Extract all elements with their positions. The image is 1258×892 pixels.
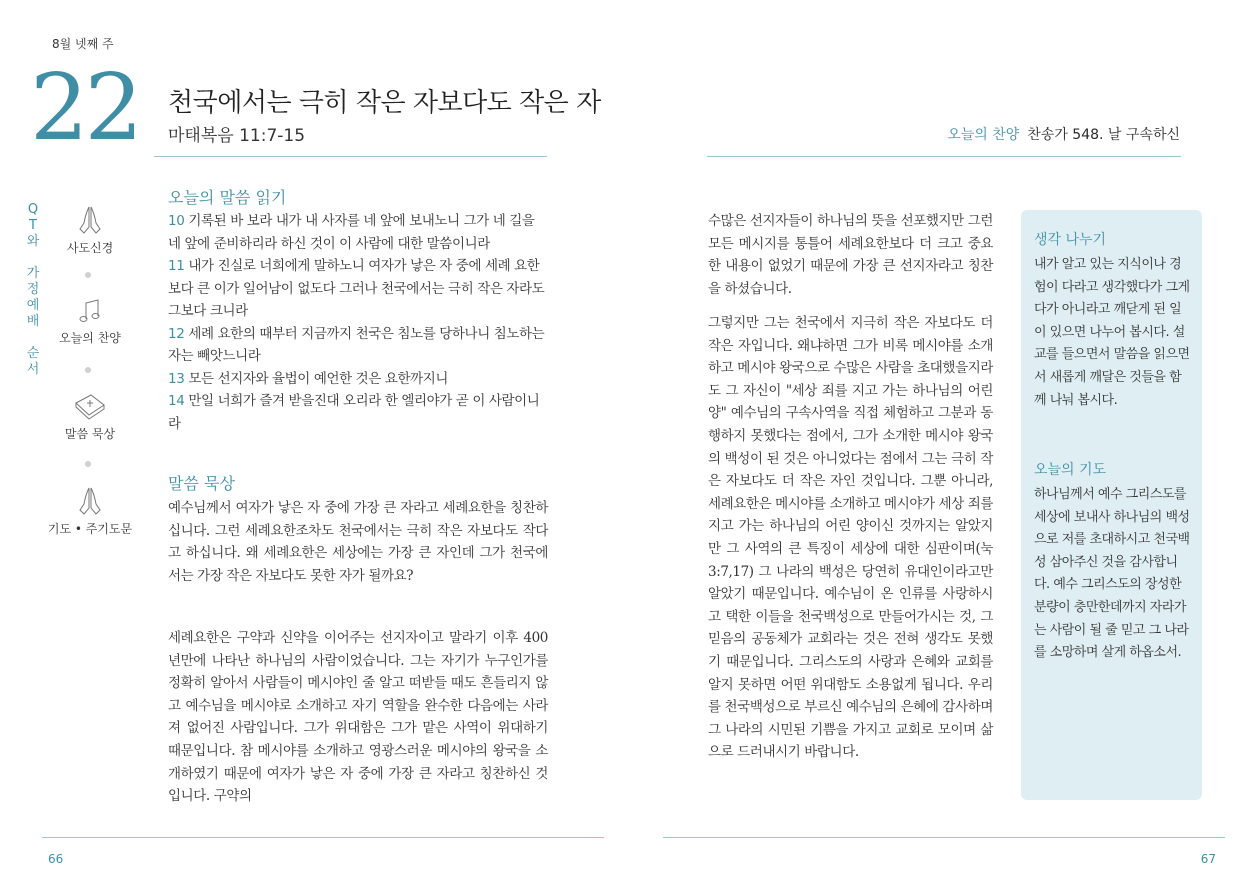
vertical-title: [26, 202, 40, 378]
hymn-title: 찬송가 548. 날 구속하신: [1027, 127, 1180, 143]
nav-item-todays-hymn: [50, 297, 130, 346]
music-note-icon: [77, 297, 103, 325]
verse: [168, 323, 548, 368]
vtitle-char: Q: [27, 202, 39, 217]
vtitle-char: 서: [26, 362, 40, 377]
todays-hymn: [947, 124, 1180, 144]
praying-hands-icon: [74, 486, 106, 516]
praying-hands-icon: [74, 205, 106, 235]
share-heading: 생각 나누기: [1034, 232, 1107, 248]
nav-label: 말씀 묵상: [64, 427, 116, 441]
bible-icon: [73, 391, 107, 421]
prayer-text: 하나님께서 예수 그리스도를 세상에 보내사 하나님의 백성으로 저를 초대하시고 천국백성 삼아주신 것을 감사합니다. 예수 그리스도의 장성한 분량이 충만한데까지 자라가는 사람이 될 줄 믿고 그 나라를 소망하며 살게 하옵소서.: [1034, 487, 1190, 661]
nav-dot: [85, 272, 91, 278]
verse-number: 11: [168, 258, 185, 274]
verse-number: 10: [168, 213, 185, 229]
day-number: 22: [30, 54, 140, 161]
verse-text: 내가 진실로 너희에게 말하노니 여자가 낳은 자 중에 세례 요한보다 큰 이가 일어남이 없도다 그러나 천국에서는 극히 작은 자라도 그보다 크니라: [168, 258, 545, 319]
scripture-reference: 마태복음 11:7-15: [168, 126, 306, 146]
verse-text: 기록된 바 보라 내가 내 사자를 네 앞에 보내노니 그가 네 길을 네 앞에 준비하리라 하신 것이 이 사람에 대한 말씀이니라: [168, 213, 535, 252]
nav-label: 오늘의 찬양: [59, 331, 121, 345]
meditation-paragraph: 그렇지만 그는 천국에서 지극히 작은 자보다도 더 작은 자입니다. 왜냐하면 그가 비록 메시야를 소개하고 메시야 왕국으로 수많은 사람을 초대했을지라도 그 자신이 "세상 죄를 지고 가는 하나님의 어린 양" 예수님의 구속사역을 직접 체험하고 그분과 동행하지 못했다는 점에서, 그가 소개한 메시야 왕국의 백성이 된 것은 아니었다는 점에서 그는 극히 작은 자보다도 더 작은 자인 것입니다. 그뿐 아니라, 세례요한은 메시야를 소개하고 메시야가 세상 죄를 지고 가는 하나님의 어린 양이신 것까지는 알았지만 그 사역의 큰 특징이 세상에 대한 심판이며(눅3:7,17) 그 나라의 백성은 당연히 유대인이라고만 알았기 때문입니다. 예수님이 온 인류를 사랑하시고 택한 이들을 천국백성으로 만들어가시는 것, 그 믿음의 공동체가 교회라는 것은 전혀 생각도 못했기 때문입니다. 그리스도의 사랑과 은혜와 교회를 알지 못하면 어떤 위대함도 소용없게 됩니다. 우리를 천국백성으로 부르신 예수님의 은혜에 감사하며 그 나라의 시민된 기쁨을 가지고 교회로 모이며 삶으로 드러내시기 바랍니다.: [708, 315, 993, 761]
verse-list: [168, 210, 548, 435]
vtitle-char: 정: [26, 282, 40, 297]
verse: [168, 210, 548, 255]
verse-number: 14: [168, 393, 185, 409]
verse-number: 13: [168, 370, 185, 387]
page-number-left: 66: [48, 852, 64, 866]
vtitle-char: 순: [26, 346, 40, 361]
nav-item-prayer: [40, 486, 140, 537]
meditation-paragraph: 세례요한은 구약과 신약을 이어주는 선지자이고 말라기 이후 400년만에 나타난 하나님의 사람이었습니다. 그는 자기가 누구인가를 정확히 알아서 사람들이 메시야인 줄 알고 떠받들 때도 흔들리지 않고 예수님을 메시야로 소개하고 자기 역할을 완수한 다음에는 사라져 없어진 사람입니다. 그가 위대함은 그가 맡은 사역이 위대하기 때문입니다. 참 메시야를 소개하고 영광스러운 메시야의 왕국을 소개하였기 때문에 여자가 낳은 자 중에 가장 큰 자라고 칭찬하신 것입니다. 구약의: [168, 630, 548, 805]
verse: [168, 390, 548, 435]
vtitle-char: 예: [26, 298, 40, 313]
verse-text: 모든 선지자와 율법이 예언한 것은 요한까지니: [188, 370, 449, 387]
footer-rule-left: [42, 837, 604, 838]
verse-text: 세례 요한의 때부터 지금까지 천국은 침노를 당하나니 침노하는 자는 빼앗느니라: [168, 325, 545, 364]
week-label: 8월 넷째 주: [52, 37, 114, 51]
prayer-heading: 오늘의 기도: [1034, 462, 1107, 478]
vtitle-char: T: [29, 218, 37, 233]
nav-dot: [85, 367, 91, 373]
verse-number: 12: [168, 325, 185, 342]
nav-label: 기도 • 주기도문: [47, 522, 133, 536]
nav-label: 사도신경: [66, 241, 114, 255]
page-number-right: 67: [1200, 852, 1216, 866]
hymn-label: 오늘의 찬양: [947, 127, 1020, 143]
vtitle-gap: [26, 330, 40, 346]
verse: [168, 368, 548, 391]
meditation-paragraph: 수많은 선지자들이 하나님의 뜻을 선포했지만 그런 모든 메시지를 통틀어 세례요한보다 더 크고 중요한 내용이 없었기 때문에 가장 큰 선지자라고 칭찬을 하셨습니다.: [708, 213, 993, 297]
vtitle-gap: [26, 250, 40, 266]
vtitle-char: 와: [26, 234, 40, 249]
reading-heading: 오늘의 말씀 읽기: [168, 188, 287, 207]
nav-item-apostles-creed: [50, 205, 130, 256]
header-rule-left: [154, 156, 547, 157]
verse: [168, 255, 548, 323]
header-rule-right: [707, 156, 1181, 157]
vtitle-char: 가: [26, 266, 40, 281]
share-text: 내가 알고 있는 지식이나 경험이 다라고 생각했다가 그게 다가 아니라고 깨닫게 된 일이 있으면 나누어 봅시다. 설교를 들으면서 말씀을 읽으면서 새롭게 깨달은 것들을 함께 나눠 봅시다.: [1034, 257, 1190, 408]
nav-item-meditation: [50, 391, 130, 442]
page-title: 천국에서는 극히 작은 자보다도 작은 자: [168, 88, 601, 118]
vtitle-char: 배: [26, 314, 40, 329]
meditation-heading: 말씀 묵상: [168, 474, 235, 493]
verse-text: 만일 너희가 즐겨 받을진대 오리라 한 엘리야가 곧 이 사람이니라: [168, 393, 540, 432]
meditation-paragraph: 예수님께서 여자가 낳은 자 중에 가장 큰 자라고 세례요한을 칭찬하십니다. 그런 세례요한조차도 천국에서는 극히 작은 자보다도 작다고 하십니다. 왜 세례요한은 세상에는 가장 큰 자인데 그가 천국에서는 가장 작은 자보다도 못한 자가 될까요?: [168, 500, 548, 584]
nav-dot: [85, 461, 91, 467]
footer-rule-right: [663, 837, 1225, 838]
